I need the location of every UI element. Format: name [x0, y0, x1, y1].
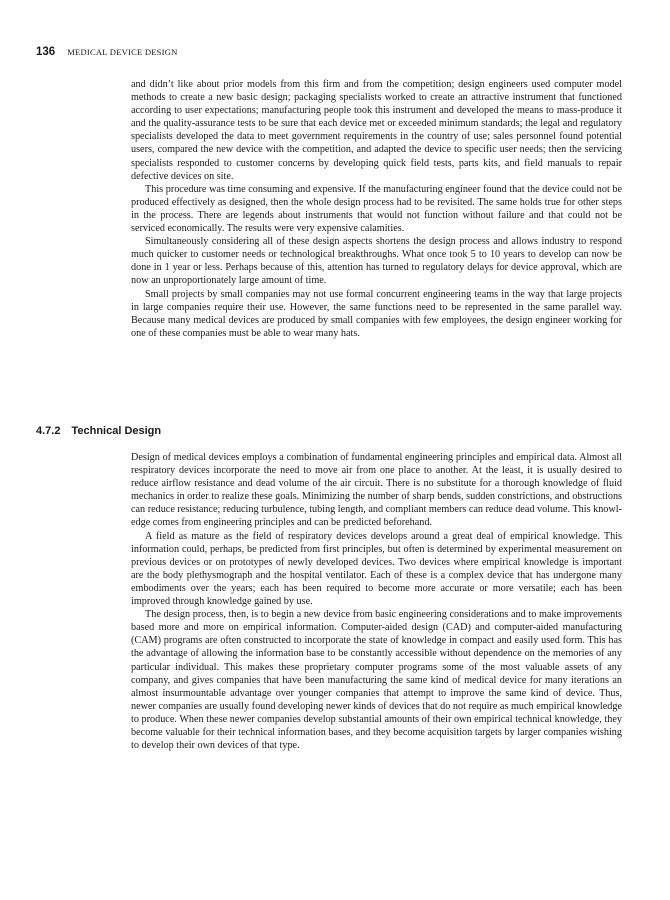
page-number: 136 — [36, 46, 56, 58]
paragraph: The design process, then, is to begin a new device from basic engineering considerations and to make improvements based more and more on empirical information. Computer-aided design (CAD) and computer-aided manufacturing (CAM) programs are often constructed to incorporate the state of knowledge in compact and easily used form. This has the advantage of allowing the information base to be constantly accessible without dependence on the memories of any particular individual. This makes these proprietary computer programs some of the most valuable assets of any company, and gives companies that have been manufacturing the same kind of medical device for many iterations an almost insurmountable advantage over younger companies that attempt to improve the same kind of device. Thus, newer companies are usually found developing newer kinds of devices that do not require as much empirical knowledge to produce. When these newer companies develop substantial amounts of their own empirical technical knowledge, they become valuable for their technical information bases, and they become acquisition targets by larger companies wishing to develop their own devices of that type. — [131, 609, 622, 752]
body-text-technical-design — [131, 451, 622, 752]
section-title: Technical Design — [71, 425, 162, 437]
section-number: 4.7.2 — [36, 425, 61, 437]
section-heading — [36, 425, 161, 437]
paragraph: This procedure was time consuming and expensive. If the manufacturing engineer found that the device could not be produced effectively as designed, then the whole design process had to be revisited. The same holds true for other steps in the process. There are legends about instruments that would not function without failure and that could not be serviced economically. The results were very expensive calamities. — [131, 183, 622, 235]
running-title: MEDICAL DEVICE DESIGN — [67, 47, 178, 57]
body-text-top — [131, 78, 622, 340]
paragraph: Design of medical devices employs a combination of fundamental engineering principles and empirical data. Almost all respiratory devices incorporate the need to move air from one place to another. At the least, it is usually desired to reduce airflow resistance and dead volume of the air circuit. There is no substitute for a thorough knowledge of fluid mechanics in order to realize these goals. Minimizing the number of sharp bends, sudden constrictions, and obstructions can reduce resistance; reducing turbulence, tubing length, and compliant members can reduce dead volume. This knowledge comes from engineering principles and can be predicted beforehand. — [131, 452, 622, 529]
paragraph: Small projects by small companies may not use formal concurrent engineering teams in the way that large projects in large companies require their use. However, the same functions need to be represented in the same parallel way. Because many medical devices are produced by small companies with few employees, the design engineer working for one of these companies must be able to wear many hats. — [131, 288, 622, 339]
running-head — [36, 46, 178, 60]
paragraph: A field as mature as the field of respiratory devices develops around a great deal of empirical knowledge. This information could, perhaps, be predicted from first principles, but often is determined by experimental measurement on previous devices or on prototypes of newly developed devices. Two devices where empirical knowledge is important are the body plethysmograph and the hospital ventilator. Each of these is a complex device that has undergone many embodiments over the years; each has been required to become more accurate or more versatile; each has been improved through knowledge gained by use. — [131, 530, 622, 608]
paragraph: and didn’t like about prior models from this firm and from the competition; design engineers used computer model methods to create a new basic design; packaging specialists worked to create an attractive instrument that functioned according to user expectations; manufacturing people took this instrument and developed the means to mass-produce it and the quality-assurance tests to be sure that each device met or exceeded minimum standards; the legal and regulatory specialists developed the data to meet government requirements in the country of use; sales personnel found potential users, compared the new device with the competition, and adapted the device to specific user needs; then the servicing specialists responded to customer concerns by developing quick field tests, parts kits, and field manuals to repair defective devices on site. — [131, 79, 622, 182]
paragraph: Simultaneously considering all of these design aspects shortens the design process and allows industry to respond much quicker to customer needs or technological breakthroughs. What once took 5 to 10 years to develop can now be done in 1 year or less. Perhaps because of this, attention has turned to regulatory delays for device approval, which are now an unproportionately large amount of time. — [131, 236, 622, 287]
